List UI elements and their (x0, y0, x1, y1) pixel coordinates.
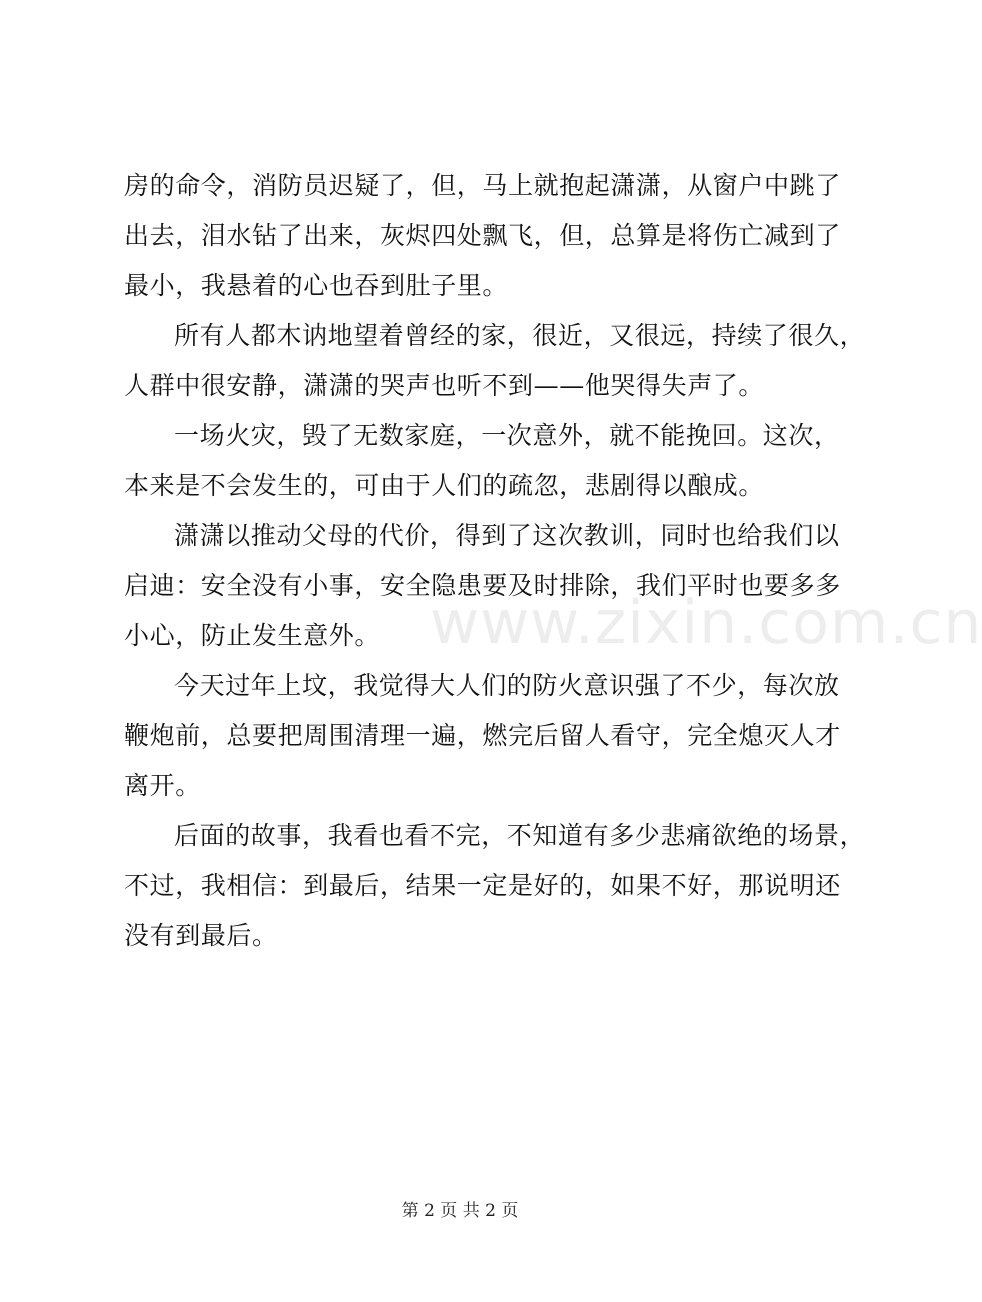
text-line: 最小，我悬着的心也吞到肚子里。 (124, 271, 509, 300)
text-line: 小心，防止发生意外。 (124, 621, 381, 650)
text-line: 本来是不会发生的，可由于人们的疏忽，悲剧得以酿成。 (124, 471, 765, 500)
text-line: 出去，泪水钻了出来，灰烬四处飘飞，但，总算是将伤亡减到了 (124, 221, 841, 250)
text-line: 离开。 (124, 771, 201, 800)
text-line: 鞭炮前，总要把周围清理一遍，燃完后留人看守，完全熄灭人才 (124, 721, 841, 750)
paragraph-first-line: 所有人都木讷地望着曾经的家，很近，又很远，持续了很久， (174, 321, 866, 350)
paragraph-first-line: 后面的故事，我看也看不完，不知道有多少悲痛欲绝的场景， (174, 821, 866, 850)
paragraph-first-line: 今天过年上坟，我觉得大人们的防火意识强了不少，每次放 (174, 671, 840, 700)
paragraph-first-line: 潇潇以推动父母的代价，得到了这次教训，同时也给我们以 (174, 521, 840, 550)
text-line: 没有到最后。 (124, 921, 278, 950)
text-line: 人群中很安静，潇潇的哭声也听不到——他哭得失声了。 (124, 371, 765, 400)
watermark: www.zixin.com.cn (430, 588, 982, 658)
paragraph-first-line: 一场火灾，毁了无数家庭，一次意外，就不能挽回。这次， (174, 421, 840, 450)
text-line: 房的命令，消防员迟疑了，但，马上就抱起潇潇，从窗户中跳了 (124, 171, 841, 200)
text-line: 不过，我相信：到最后，结果一定是好的，如果不好，那说明还 (124, 871, 841, 900)
page-footer: 第 2 页 共 2 页 (401, 1201, 519, 1221)
text-line: 启迪：安全没有小事，安全隐患要及时排除，我们平时也要多多 (124, 571, 841, 600)
